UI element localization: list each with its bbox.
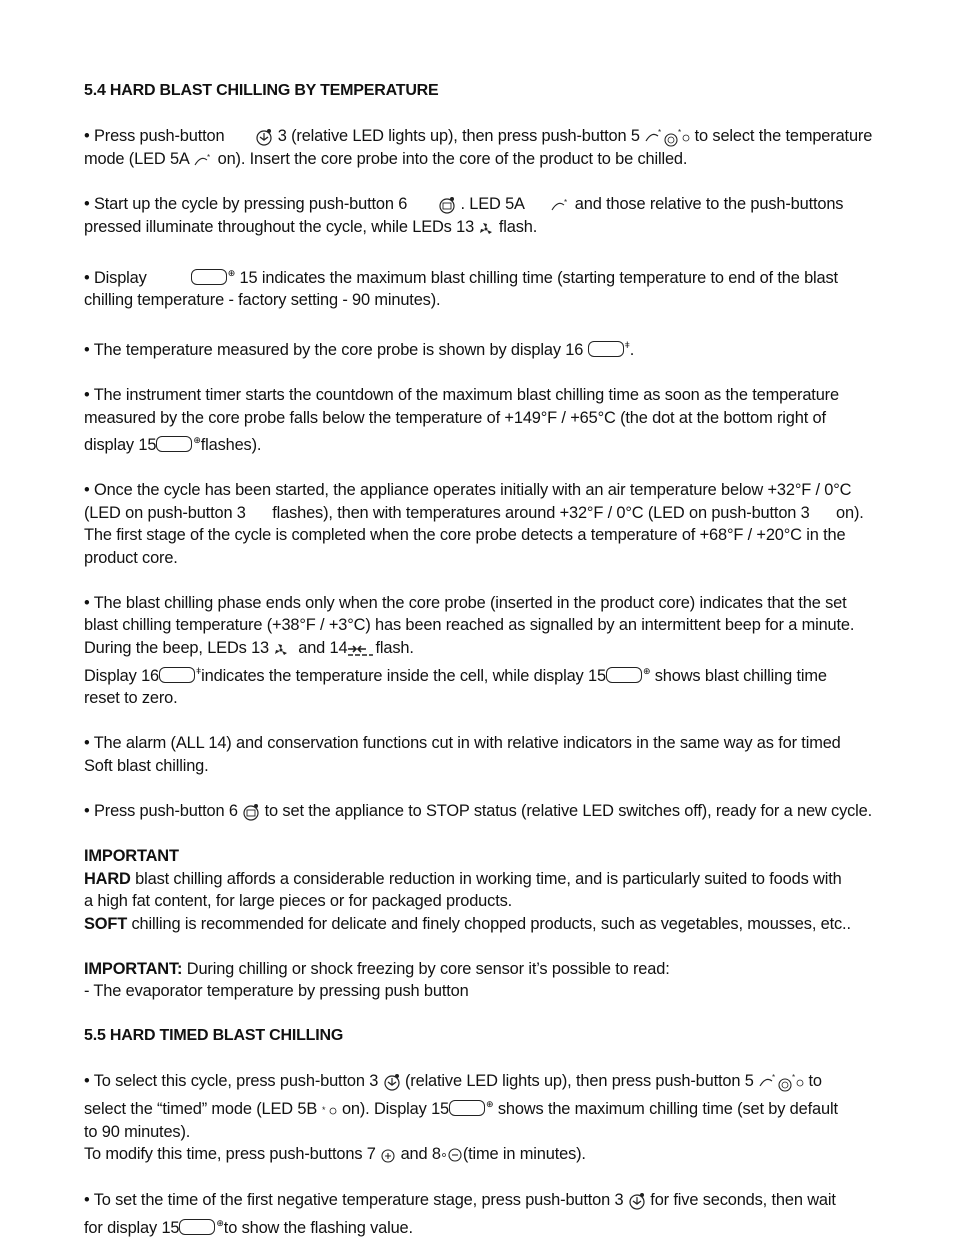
svg-text:*: * [772, 1073, 776, 1083]
conservation-icon [347, 637, 375, 660]
s54-para-8: • The alarm (ALL 14) and conservation functions cut in with relative indicators in the same way as for timed Soft blast chilling. [84, 734, 841, 775]
s54-para-5: • The instrument timer starts the countdown of the maximum blast chilling time as soon as the temperature measured by the core probe falls below the temperature of +149°F / +65°C (the dot at the bottom right of display 15 ⊕flashes). [84, 386, 839, 455]
temperature-mode-icon [550, 194, 570, 217]
s54-para-9: • Press push-button 6 to set the appliance to STOP status (relative LED switches off), ready for a new cycle. [84, 800, 930, 823]
s55-para-1: • To select this cycle, press push-button 3 (relative LED lights up), then press push-button 5 * * to select the “timed” mode (LED 5B * on). Display 15 ⊕ shows the maximum chilling time (set by default to 90 minutes). [84, 1072, 838, 1141]
clock-icon: ⊕ [227, 267, 236, 278]
display-15-icon [606, 667, 642, 683]
s54-para-7: • The blast chilling phase ends only when the core probe (inserted in the product core) indicates that the set blast chilling temperature (+38°F / +3°C) has been reached as signalled by an intermittent beep for a minute. During the beep, LEDs 13 and 14 flash. Display 16 $^ǂ$indicates the temperature inside the cell, while display 15 ⊕ shows blast chilling time reset to zero. [84, 593, 855, 708]
s55-para-3: • To set the time of the first negative temperature stage, press push-button 3 for five seconds, then wait for display 15 ⊕to show the flashing value. [84, 1190, 836, 1237]
svg-text:*: * [678, 128, 682, 138]
temperature-mode-icon [193, 148, 213, 171]
display-15-icon [191, 269, 227, 285]
start-stop-button-icon [438, 194, 456, 217]
svg-text:*: * [564, 198, 568, 208]
clock-icon: ⊕ [486, 1098, 494, 1109]
manual-page [84, 80, 930, 1239]
section-5-5-title: 5.5 HARD TIMED BLAST CHILLING [84, 1027, 344, 1045]
probe-icon: ǂ [196, 665, 202, 676]
clock-icon: ⊕ [642, 665, 651, 676]
display-16-icon [588, 341, 624, 357]
svg-text:*: * [207, 153, 211, 163]
clock-icon: ⊕ [216, 1217, 224, 1228]
display-15-icon [156, 436, 192, 452]
fan-icon [273, 637, 289, 660]
minus-button-icon [441, 1144, 463, 1167]
s54-para-1: • Press push-button 3 (relative LED lights up), then press push-button 5 * * to select the temperature mode (LED 5A * on). Insert the core probe into the core of the product to be chilled. [84, 125, 930, 171]
hard-button-icon [628, 1189, 646, 1212]
hard-button-icon [383, 1070, 401, 1093]
display-16-icon [159, 667, 195, 683]
timed-mode-icon [322, 1098, 338, 1121]
svg-text:*: * [321, 1105, 325, 1116]
hard-button-icon [255, 125, 273, 148]
plus-button-icon [380, 1144, 396, 1167]
s54-para-2: • Start up the cycle by pressing push-button 6 . LED 5A * and those relative to the push-buttons pressed illuminate throughout the cycle, while LEDs 13 flash. [84, 193, 930, 239]
important-note: IMPORTANT: During chilling or shock freezing by core sensor it’s possible to read: - The evaporator temperature by pressing push button [84, 959, 670, 1001]
s54-para-3: • Display ⊕ 15 indicates the maximum blast chilling time (starting temperature to end of the blast chilling temperature - factory setting - 90 minutes). [84, 267, 838, 310]
mode-selector-icon [644, 125, 690, 148]
fan-icon [478, 217, 494, 240]
s54-para-6: • Once the cycle has been started, the appliance operates initially with an air temperature below +32°F / 0°C (LED on push-button 3 flashes), then with temperatures around +32°F / 0°C (LED on push-button 3 on). The first stage of the cycle is completed when the core probe detects a temperature of +68°F / +20°C in the product core. [84, 481, 864, 567]
section-5-4-title: 5.4 HARD BLAST CHILLING BY TEMPERATURE [84, 82, 439, 99]
probe-icon: ǂ [624, 340, 630, 351]
svg-text:*: * [658, 128, 662, 138]
svg-text:*: * [792, 1073, 796, 1083]
display-15-icon [449, 1100, 485, 1116]
s54-para-4: • The temperature measured by the core probe is shown by display 16 $^ǂ$. [84, 340, 635, 360]
mode-selector-icon [758, 1070, 804, 1093]
s55-para-2: To modify this time, press push-buttons 7 and 8 (time in minutes). [84, 1143, 930, 1166]
start-stop-button-icon [242, 800, 260, 823]
display-15-icon [179, 1219, 215, 1235]
important-block: IMPORTANT HARD blast chilling affords a considerable reduction in working time, and is particularly suited to foods with a high fat content, for large pieces or for packaged products. SOFT chilling is recommended for delicate and finely chopped products, such as vegetables, mousses, etc.. [84, 847, 851, 933]
clock-icon: ⊕ [193, 435, 201, 446]
